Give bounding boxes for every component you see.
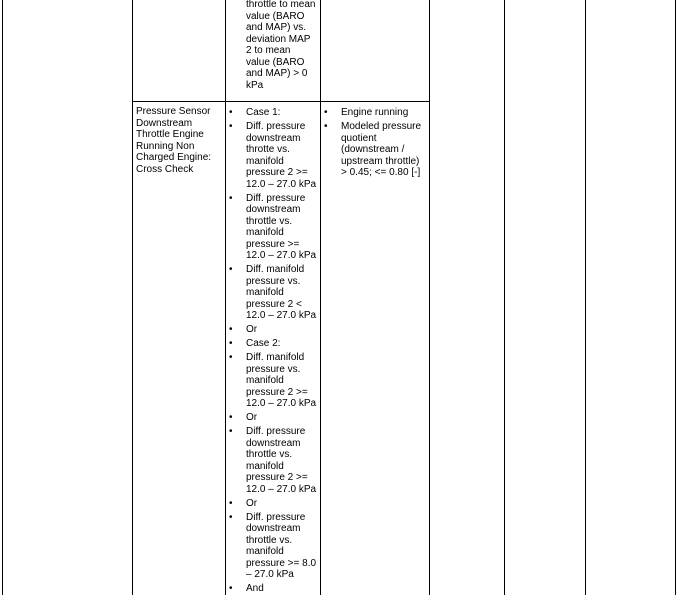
criteria-item-case-2: • Case 2: [226,338,320,350]
table-border-left [2,0,3,595]
criteria-item-or: • Or [226,324,320,336]
criteria-item-case-1: • Case 1: [226,107,320,119]
column-divider-3 [320,0,321,595]
table-border-right [675,0,676,595]
row-divider [132,101,430,102]
column-divider-5 [504,0,505,595]
criteria-item: • Diff. pressure downstream throttle vs. manifold pressure 2 >= 12.0 – 27.0 kPa [226,426,320,495]
criteria-item: • Diff. pressure downstream throttle vs. manifold pressure >= 8.0 – 27.0 kPa [226,512,320,581]
criteria-item: • Diff. manifold pressure vs. manifold pressure 2 >= 12.0 – 27.0 kPa [226,352,320,410]
enable-condition-item: • Modeled pressure quotient (downstream / upstream throttle) > 0.45; <= 0.80 [-] [321,121,429,179]
enable-condition-item: • Engine running [321,107,429,119]
criteria-item-or: • Or [226,498,320,510]
criteria-item-and: • And [226,583,320,595]
enable-conditions-cell [321,107,429,181]
criteria-item: • Diff. pressure downstream throttle vs. manifold pressure >= 12.0 – 27.0 kPa [226,193,320,262]
monitor-name-text: Pressure Sensor Downstream Throttle Engine Running Non Charged Engine: Cross Check [136,106,212,175]
criteria-item: • Diff. manifold pressure vs. manifold pressure 2 < 12.0 – 27.0 kPa [226,264,320,322]
column-divider-1 [132,0,133,595]
criteria-list [226,107,320,595]
criteria-item: • Diff. pressure downstream throtte vs. manifold pressure 2 >= 12.0 – 27.0 kPa [226,121,320,190]
column-divider-4 [429,0,430,595]
monitor-name-cell [136,106,225,175]
column-divider-6 [585,0,586,595]
criteria-cell [226,107,320,597]
conditions-tail-text: throttle to mean value (BARO and MAP) vs. deviation MAP 2 to mean value (BARO and MAP) > 0 kPa [246,0,316,91]
enable-conditions-list [321,107,429,179]
criteria-item-or: • Or [226,412,320,424]
top-row-conditions-cell [246,0,320,91]
